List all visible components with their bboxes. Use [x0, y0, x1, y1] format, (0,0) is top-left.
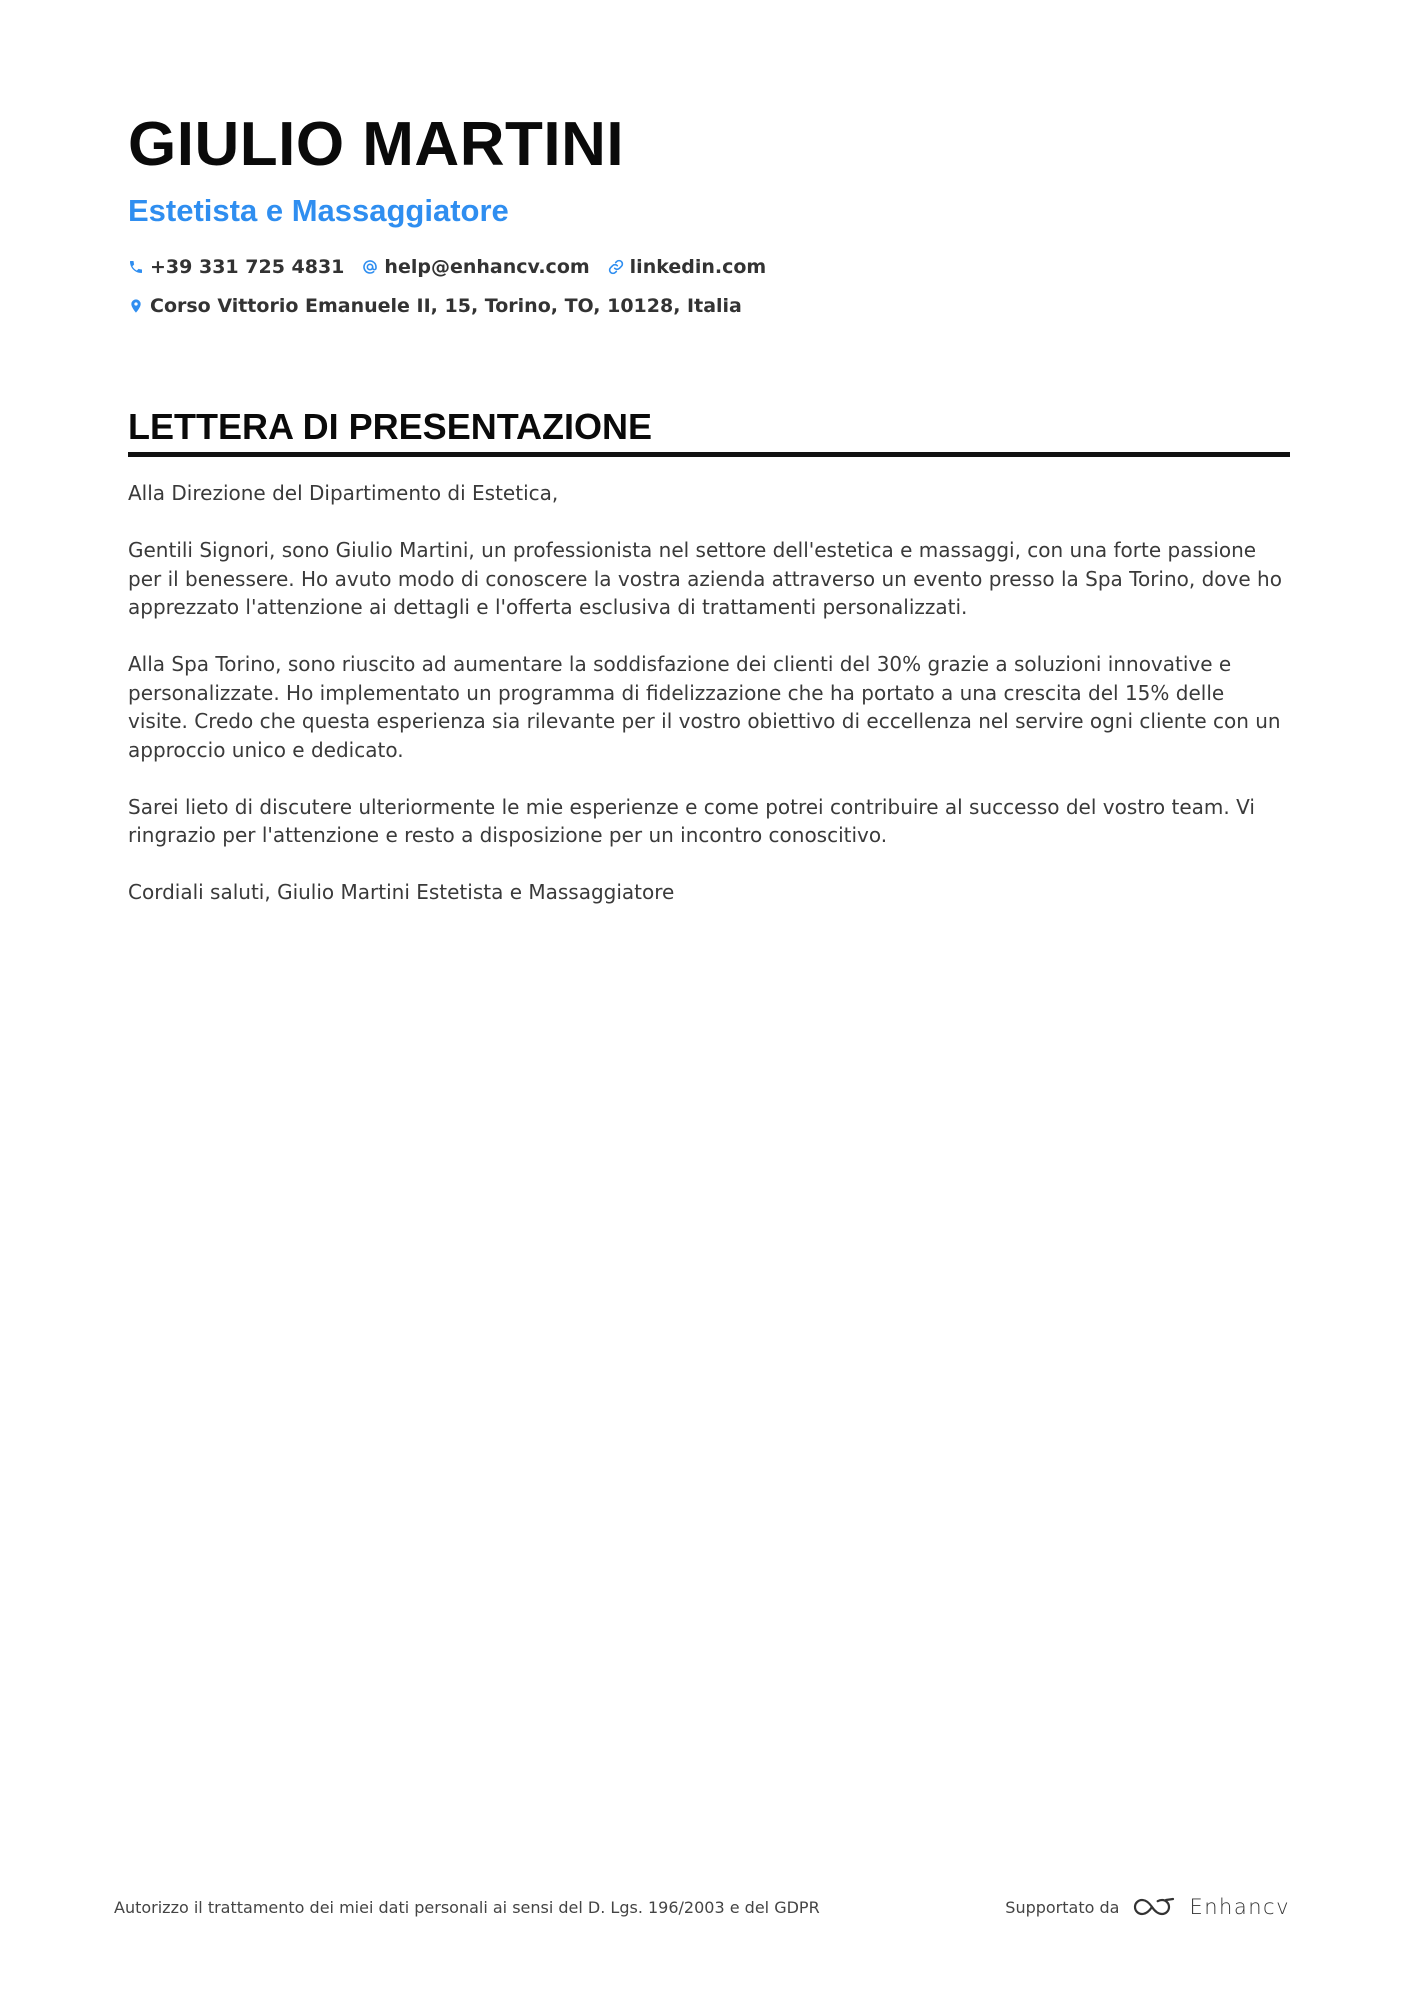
- powered-by-label: Supportato da: [1005, 1897, 1120, 1917]
- location-pin-icon: [128, 298, 144, 314]
- enhancv-logo-icon: [1131, 1894, 1177, 1920]
- letter-closing: Cordiali saluti, Giulio Martini Estetista e Massaggiatore: [128, 880, 675, 904]
- letter-paragraph: Sarei lieto di discutere ulteriormente le mie esperienze e come potrei contribuire al successo del vostro team. Vi ringrazio per l'attenzione e resto a disposizione per un incontro conoscitivo.: [128, 794, 1255, 847]
- job-title: Estetista e Massaggiatore: [128, 193, 509, 228]
- letter-salutation: Alla Direzione del Dipartimento di Estetica,: [128, 481, 559, 505]
- header: [128, 105, 1288, 331]
- brand-logo: [1131, 1894, 1290, 1920]
- letter-paragraph: Gentili Signori, sono Giulio Martini, un professionista nel settore dell'estetica e massaggi, con una forte passione per il benessere. Ho avuto modo di conoscere la vostra azienda attraverso un evento presso la Spa Torino, dove ho apprezzato l'attenzione ai dettagli e l'offerta esclusiva di trattamenti personalizzati.: [128, 538, 1282, 619]
- candidate-name: GIULIO MARTINI: [128, 110, 625, 179]
- phone-icon: [128, 259, 144, 275]
- letter-paragraph: Alla Spa Torino, sono riuscito ad aumentare la soddisfazione dei clienti del 30% grazie a soluzioni innovative e personalizzate. Ho implementato un programma di fidelizzazione che ha portato a una crescita del 15% delle visite. Credo che questa esperienza sia rilevante per il vostro obiettivo di eccellenza nel servire ogni cliente con un approccio unico e dedicato.: [128, 652, 1281, 762]
- phone-number: +39 331 725 4831: [150, 256, 345, 278]
- powered-by[interactable]: [1005, 1894, 1290, 1920]
- address-contact: [128, 295, 742, 317]
- contact-info: [128, 253, 1288, 320]
- brand-name: Enhancv: [1189, 1895, 1290, 1919]
- footer: [114, 1889, 1290, 1925]
- consent-notice: Autorizzo il trattamento dei miei dati personali ai sensi del D. Lgs. 196/2003 e del GDPR: [114, 1897, 820, 1917]
- email-contact[interactable]: [362, 256, 589, 278]
- linkedin-contact[interactable]: [608, 256, 767, 278]
- cover-letter-section: [128, 404, 1290, 935]
- contact-row-address: [128, 292, 1288, 320]
- letter-body: [128, 479, 1288, 907]
- contact-row-primary: [128, 253, 1288, 281]
- linkedin-link: linkedin.com: [629, 256, 767, 278]
- at-icon: [362, 259, 378, 275]
- phone-contact[interactable]: [128, 256, 344, 278]
- email-address: help@enhancv.com: [384, 256, 590, 278]
- section-title: LETTERA DI PRESENTAZIONE: [128, 404, 1290, 457]
- address-text: Corso Vittorio Emanuele II, 15, Torino, TO, 10128, Italia: [150, 295, 742, 317]
- link-icon: [608, 259, 624, 275]
